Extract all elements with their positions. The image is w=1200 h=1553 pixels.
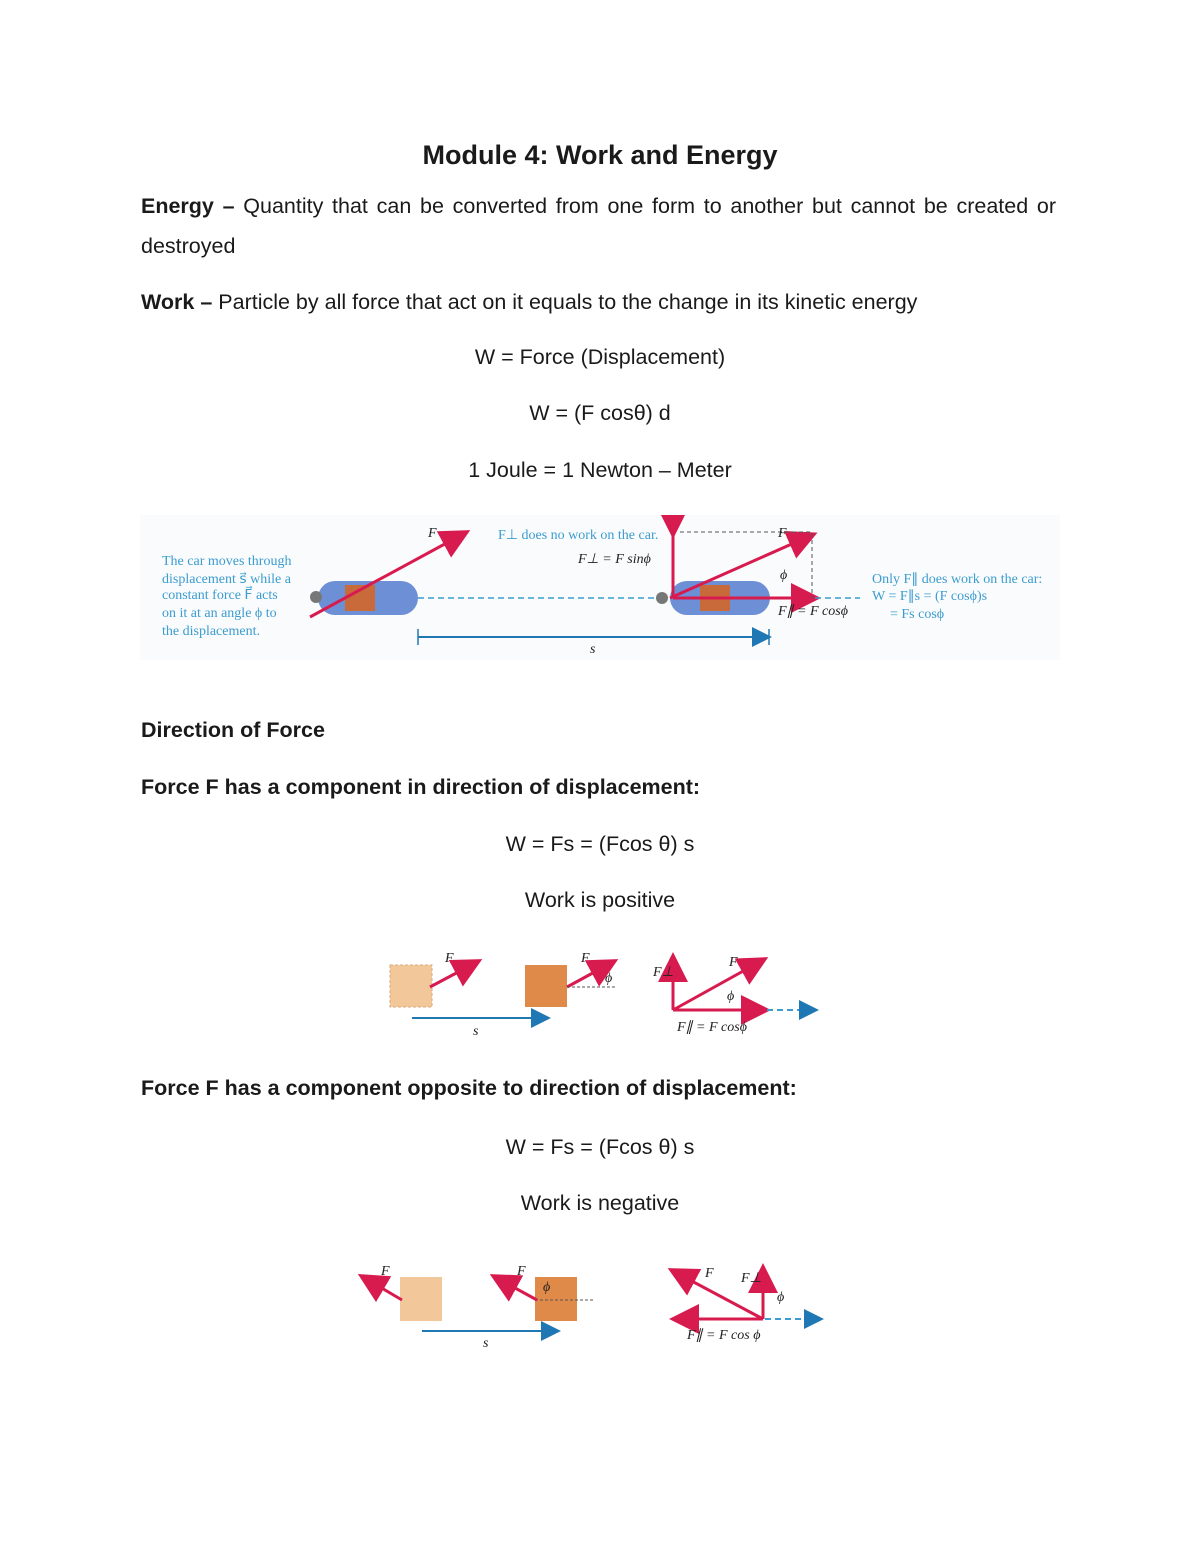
f-par-equation: F∥ = F cosϕ xyxy=(677,1020,747,1035)
car-caption-line: displacement s⃗ while a xyxy=(162,572,291,587)
phi-label-2: ϕ xyxy=(727,989,735,1004)
f-perp-note: F⊥ does no work on the car. xyxy=(498,528,659,543)
f-perp-label: F⊥ xyxy=(653,965,674,980)
positive-equation: W = Fs = (Fcos θ) s xyxy=(505,832,695,856)
force-label-3: F⃗ xyxy=(729,955,749,970)
work-eq-2: = Fs cosϕ xyxy=(890,607,945,622)
figure-positive-work xyxy=(365,940,835,1040)
phi-label-2: ϕ xyxy=(777,1290,785,1305)
force-label-2: F⃗ xyxy=(517,1264,537,1279)
equation-work-force: W = Force (Displacement) xyxy=(474,345,726,369)
car-caption-line: constant force F⃗ acts xyxy=(162,588,278,603)
car-caption-line: the displacement. xyxy=(162,624,260,639)
car-caption-line: The car moves through xyxy=(162,554,292,569)
displacement-label: s⃗ xyxy=(473,1024,490,1039)
f-perp-equation: F⊥ = F sinϕ xyxy=(578,552,651,567)
energy-term: Energy – xyxy=(141,194,235,218)
energy-definition xyxy=(141,186,1056,266)
box-start xyxy=(400,1277,442,1321)
f-par-equation: F∥ = F cosϕ xyxy=(778,604,848,619)
box-start xyxy=(390,965,432,1007)
phi-label: ϕ xyxy=(605,971,613,986)
positive-case-heading: Force F has a component in direction of displacement: xyxy=(141,775,701,799)
work-term: Work – xyxy=(141,290,213,314)
displacement-label: s⃗ xyxy=(483,1336,500,1351)
only-f-par-note: Only F∥ does work on the car: xyxy=(872,572,1043,587)
negative-result: Work is negative xyxy=(520,1191,680,1215)
page-title: Module 4: Work and Energy xyxy=(422,140,778,170)
displacement-label: s⃗ xyxy=(590,642,607,657)
equation-joule: 1 Joule = 1 Newton – Meter xyxy=(468,458,732,482)
force-label: F⃗ xyxy=(428,526,448,541)
equation-work-cos: W = (F cosθ) d xyxy=(529,401,671,425)
work-eq-1: W = F∥s = (F cosϕ)s xyxy=(872,589,988,604)
force-label-3: F⃗ xyxy=(705,1266,725,1281)
force-label-2: F⃗ xyxy=(581,951,601,966)
negative-equation: W = Fs = (Fcos θ) s xyxy=(505,1135,695,1159)
phi-label: ϕ xyxy=(780,568,788,583)
direction-heading: Direction of Force xyxy=(141,718,325,742)
force-label: F⃗ xyxy=(445,951,465,966)
phi-label: ϕ xyxy=(543,1280,551,1295)
f-perp-label: F⊥ xyxy=(741,1271,762,1286)
force-arrow xyxy=(363,1277,402,1300)
force-label-2: F⃗ xyxy=(778,526,798,541)
car-caption-line: on it at an angle ϕ to xyxy=(162,606,277,621)
positive-result: Work is positive xyxy=(524,888,676,912)
force-arrow-3 xyxy=(673,960,763,1010)
work-definition xyxy=(141,282,1056,322)
box-end xyxy=(525,965,567,1007)
energy-text: Quantity that can be converted from one form to another but cannot be created or destroyed xyxy=(141,194,1056,258)
force-label: F⃗ xyxy=(381,1264,401,1279)
figure-negative-work xyxy=(345,1255,835,1355)
f-par-equation: F∥ = F cos ϕ xyxy=(687,1328,761,1343)
force-arrow-2 xyxy=(495,1277,537,1300)
negative-case-heading: Force F has a component opposite to direction of displacement: xyxy=(141,1076,797,1100)
figure-car-work xyxy=(140,515,1060,660)
work-text: Particle by all force that act on it equals to the change in its kinetic energy xyxy=(212,290,918,314)
box-end xyxy=(535,1277,577,1321)
